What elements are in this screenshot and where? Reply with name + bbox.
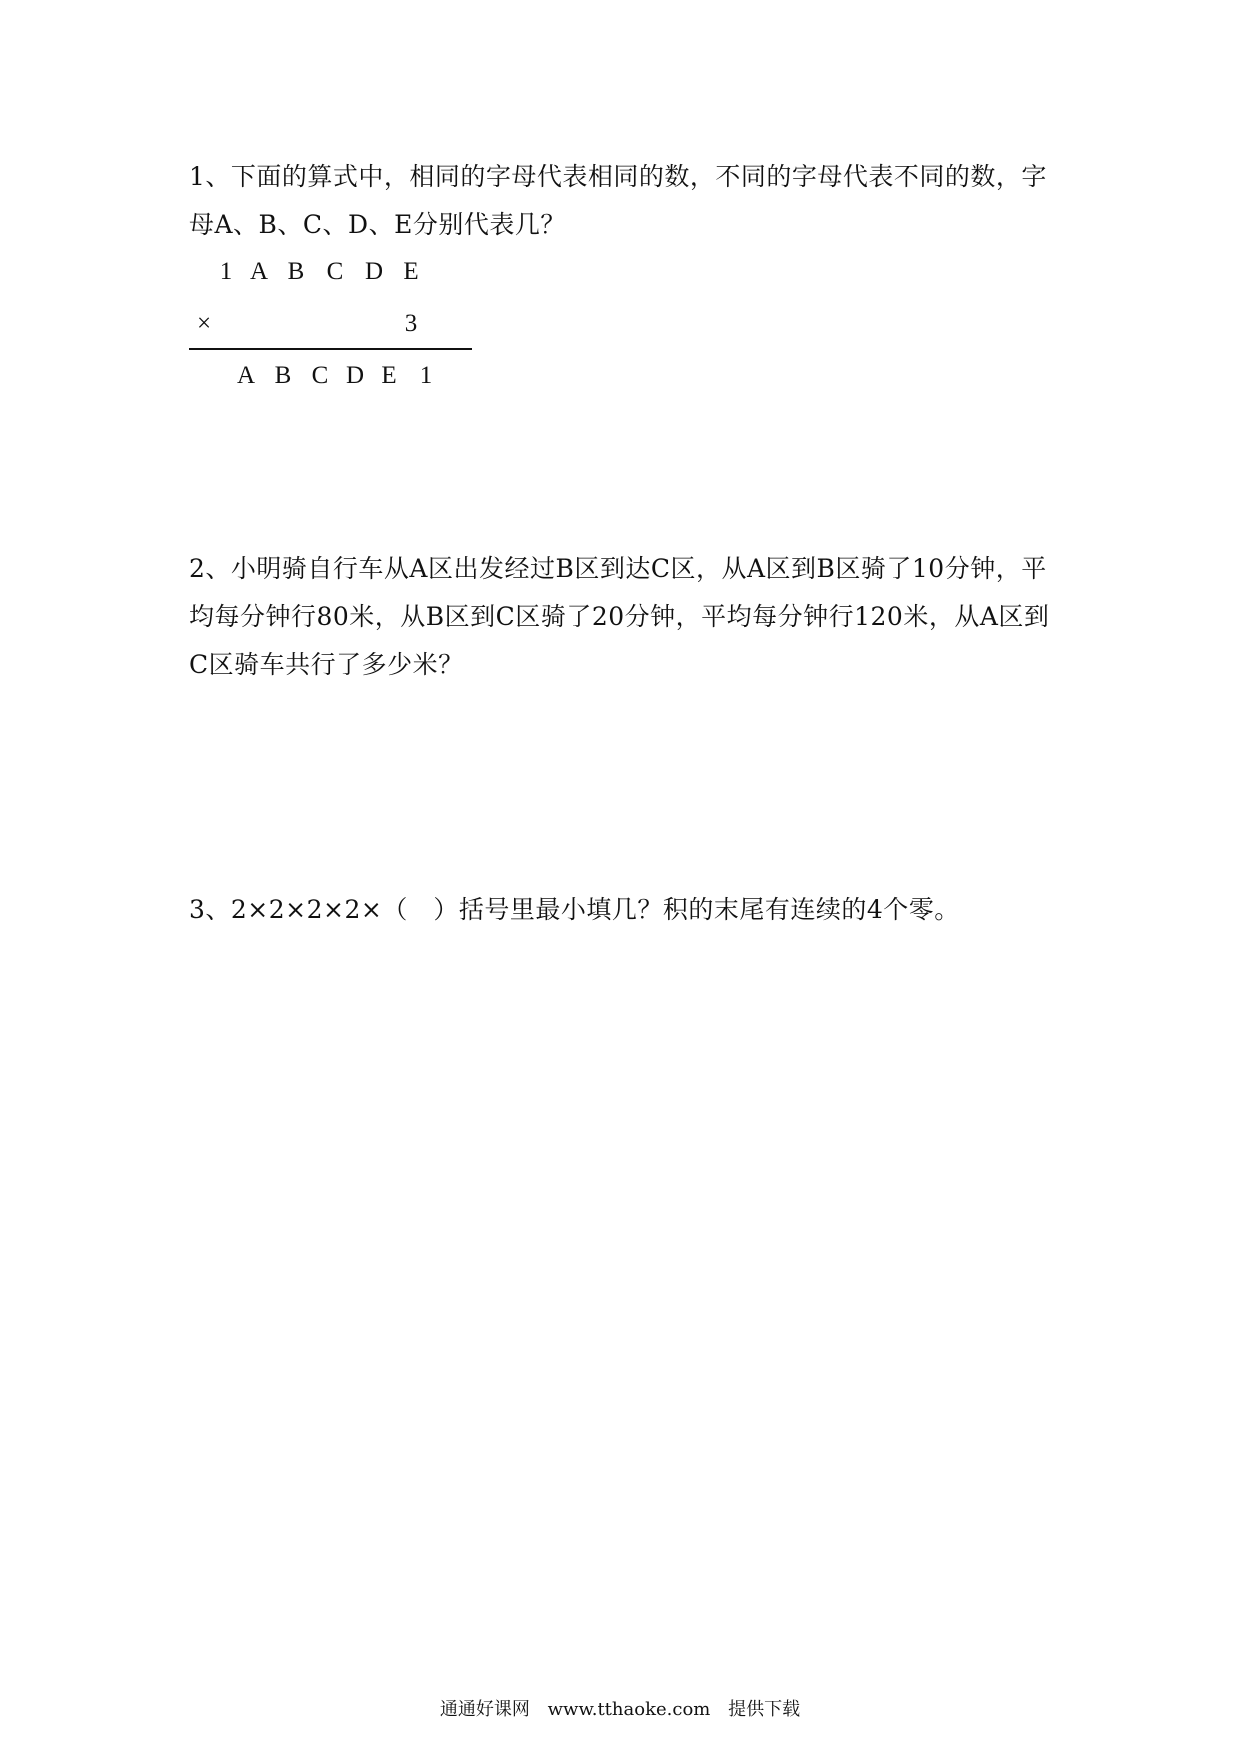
question-1-text: 1、下面的算式中，相同的字母代表相同的数，不同的字母代表不同的数，字母A、B、C、D、E分别代表几？ <box>189 162 1047 239</box>
product-digit: E <box>381 362 397 389</box>
multiply-sign: × <box>197 310 212 337</box>
vertical-multiplication <box>189 252 479 397</box>
footer-note: 提供下载 <box>728 1699 801 1720</box>
calculation-rule <box>189 348 472 350</box>
multiplicand-digit: A <box>249 258 269 285</box>
question-3-text: 3、2×2×2×2×（ ）括号里最小填几？积的末尾有连续的4个零。 <box>189 895 960 924</box>
product-digit: D <box>345 362 365 389</box>
multiplicand-digit: C <box>326 258 344 285</box>
page-footer <box>0 1697 1240 1723</box>
multiplicand-row <box>189 252 479 292</box>
multiplicand-digit: E <box>403 258 419 285</box>
multiplier-digit: 3 <box>404 310 418 337</box>
multiplicand-digit: 1 <box>219 258 233 285</box>
multiplicand-digit: D <box>364 258 384 285</box>
question-2-text: 2、小明骑自行车从A区出发经过B区到达C区，从A区到B区骑了10分钟，平均每分钟行80米，从B区到C区骑了20分钟，平均每分钟行120米，从A区到C区骑车共行了多少米？ <box>189 554 1050 679</box>
product-row <box>189 356 479 396</box>
product-digit: 1 <box>419 362 433 389</box>
multiplicand-digit: B <box>287 258 305 285</box>
footer-site-name: 通通好课网 <box>439 1699 530 1720</box>
multiplier-row <box>189 304 479 344</box>
product-digit: A <box>236 362 256 389</box>
product-digit: B <box>274 362 292 389</box>
footer-url[interactable]: www.tthaoke.com <box>547 1699 711 1720</box>
product-digit: C <box>311 362 329 389</box>
